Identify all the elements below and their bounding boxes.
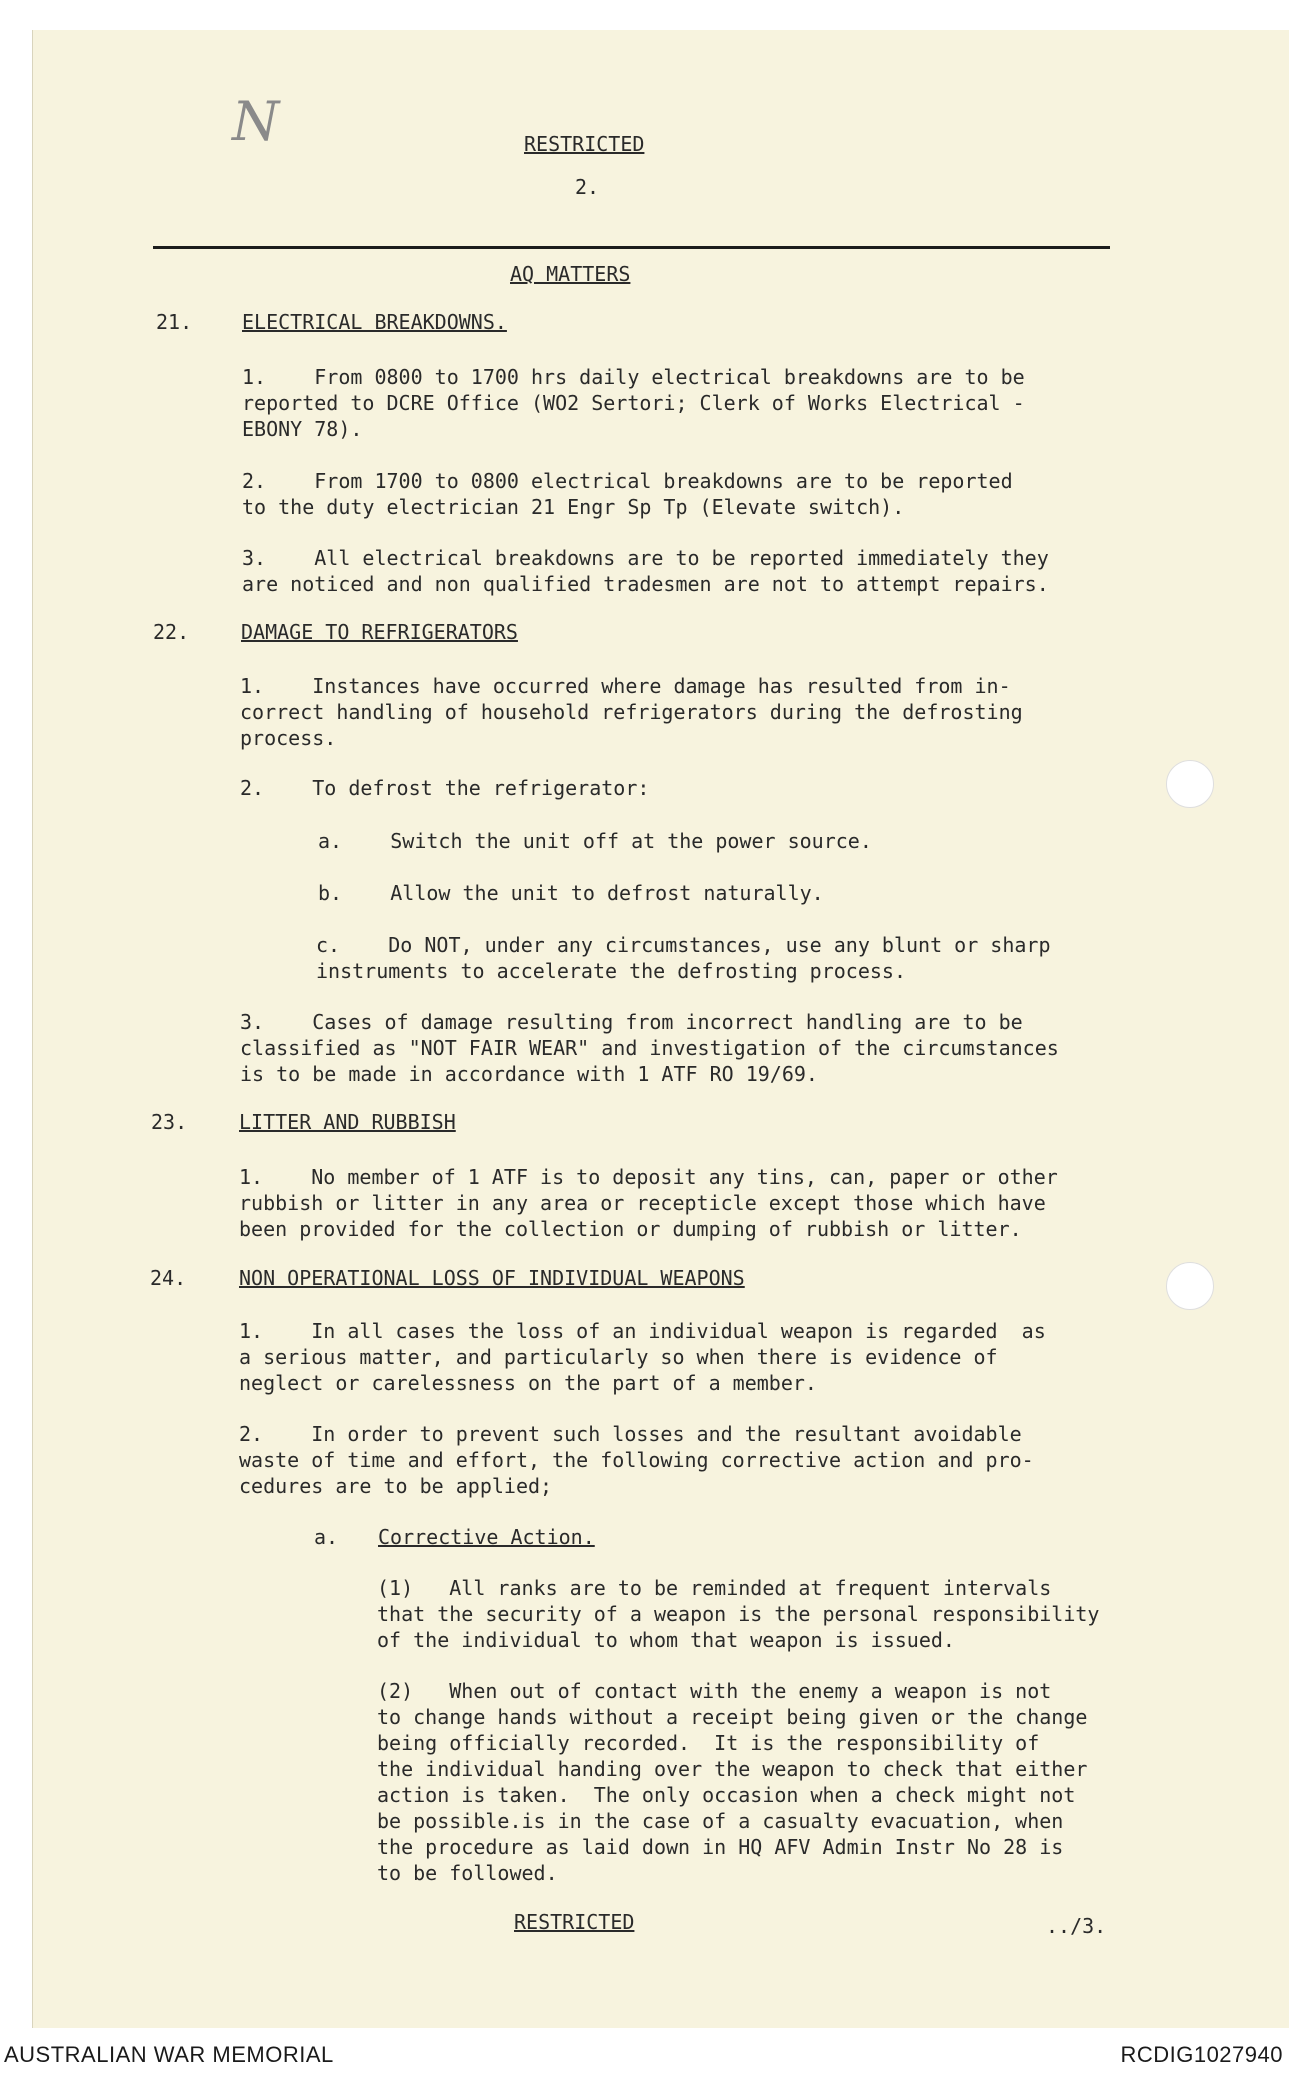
item23-paragraph-1: 1. No member of 1 ATF is to deposit any tins, can, paper or other rubbish or litter in any area or recepticle except those which have been provided for the collection or dumping of rubbish or litter.	[239, 1165, 1058, 1241]
item24-subpara-a-label: a.	[314, 1525, 339, 1549]
continuation-marker: ../3.	[1046, 1914, 1107, 1938]
classification-header: RESTRICTED	[524, 132, 645, 156]
punch-hole-bottom	[1166, 1262, 1214, 1310]
punch-hole-top	[1166, 760, 1214, 808]
item22-subpara-a: a. Switch the unit off at the power source.	[318, 829, 872, 853]
item-number-21: 21.	[156, 310, 193, 334]
archive-source-label: AUSTRALIAN WAR MEMORIAL	[4, 2042, 334, 2067]
item-heading-21: ELECTRICAL BREAKDOWNS.	[242, 310, 507, 334]
item22-subpara-b: b. Allow the unit to defrost naturally.	[318, 881, 824, 905]
page-number: 2.	[575, 175, 600, 199]
handwritten-margin-mark: N	[232, 90, 280, 153]
item-heading-24: NON OPERATIONAL LOSS OF INDIVIDUAL WEAPONS	[239, 1266, 745, 1290]
classification-footer: RESTRICTED	[514, 1910, 635, 1934]
item24-subpara-a-heading: Corrective Action.	[378, 1525, 595, 1549]
item22-paragraph-3: 3. Cases of damage resulting from incorrect handling are to be classified as "NOT FAIR WEAR" and investigation of the circumstances is to be made in accordance with 1 ATF RO 19/69.	[240, 1010, 1059, 1086]
item-heading-22: DAMAGE TO REFRIGERATORS	[241, 620, 518, 644]
item21-paragraph-1: 1. From 0800 to 1700 hrs daily electrical breakdowns are to be reported to DCRE Office (WO2 Sertori; Clerk of Works Electrical - EBONY 78).	[242, 365, 1025, 441]
item24-subpara-1: (1) All ranks are to be reminded at frequent intervals that the security of a weapon is the personal responsibility of the individual to whom that weapon is issued.	[377, 1576, 1100, 1652]
item24-subpara-2: (2) When out of contact with the enemy a weapon is not to change hands without a receipt being given or the change being officially recorded. It is the responsibility of the individual handing over the weapon to check that either action is taken. The only occasion when a check might not be possible.is in the case of a casualty evacuation, when the procedure as laid down in HQ AFV Admin Instr No 28 is to be followed.	[377, 1679, 1088, 1885]
item22-paragraph-2: 2. To defrost the refrigerator:	[240, 776, 650, 800]
header-rule	[153, 246, 1110, 249]
archive-reference-id: RCDIG1027940	[1120, 2042, 1283, 2067]
item21-paragraph-3: 3. All electrical breakdowns are to be reported immediately they are noticed and non qualified tradesmen are not to attempt repairs.	[242, 546, 1049, 596]
section-title: AQ MATTERS	[510, 262, 631, 286]
item-number-24: 24.	[150, 1266, 187, 1290]
item24-paragraph-2: 2. In order to prevent such losses and the resultant avoidable waste of time and effort, the following corrective action and pro- cedures are to be applied;	[239, 1422, 1034, 1498]
item-number-22: 22.	[153, 620, 190, 644]
item22-paragraph-1: 1. Instances have occurred where damage has resulted from in- correct handling of household refrigerators during the defrosting process.	[240, 674, 1023, 750]
item-number-23: 23.	[151, 1110, 188, 1134]
item24-paragraph-1: 1. In all cases the loss of an individual weapon is regarded as a serious matter, and particularly so when there is evidence of neglect or carelessness on the part of a member.	[239, 1319, 1046, 1395]
item-heading-23: LITTER AND RUBBISH	[239, 1110, 456, 1134]
item22-subpara-c: c. Do NOT, under any circumstances, use any blunt or sharp instruments to accelerate the defrosting process.	[316, 933, 1051, 983]
item21-paragraph-2: 2. From 1700 to 0800 electrical breakdowns are to be reported to the duty electrician 21 Engr Sp Tp (Elevate switch).	[242, 469, 1013, 519]
